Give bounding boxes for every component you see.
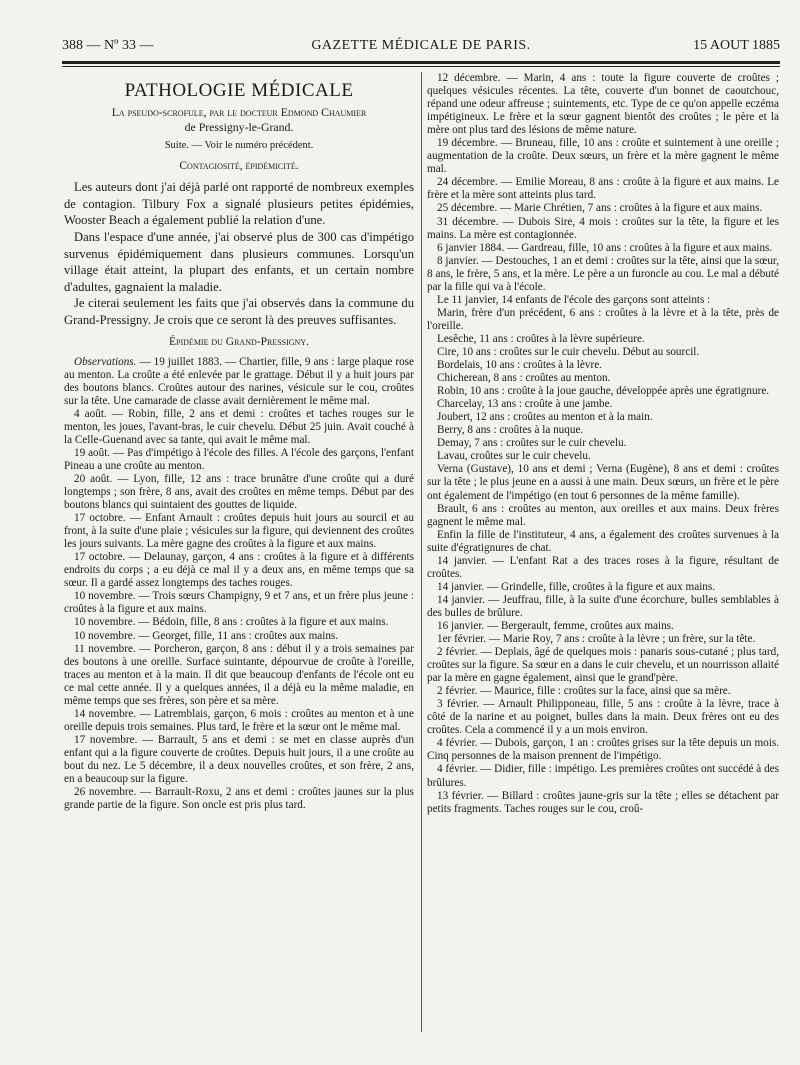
observation-entry: Robin, 10 ans : croûte à la joue gauche, développée après une égratignure.: [437, 385, 770, 398]
observations-label: Observations.: [74, 355, 137, 368]
observation-entry: 14 janvier. — Jeuffrau, fille, à la suite d'une écorchure, bulles semblables à des bulles de brûlure.: [427, 593, 779, 619]
observation-entry: 11 novembre. — Porcheron, garçon, 8 ans : début il y a trois semaines par des boutons à une oreille. Surface suintante, dépourvue de croûte à l'oreille, traces au menton et à la main. Il dit que beaucoup d'enfants de l'école ont eu ce mal cette année. Il y a quelques années, il a déjà eu la même maladie, en même temps que ses frères, son père et sa mère.: [64, 642, 414, 707]
observation-entry: 2 février. — Maurice, fille : croûtes sur la face, ainsi que sa mère.: [437, 685, 731, 698]
continuation-note: Suite. — Voir le numéro précédent.: [164, 140, 314, 152]
observation-entry: 14 janvier. — Grindelle, fille, croûtes à la figure et aux mains.: [437, 580, 716, 593]
observation-entry: 20 août. — Lyon, fille, 12 ans : trace brunâtre d'une croûte qui a duré longtemps ; son frère, 8 ans, avait des croûtes en même temps. Début par des boutons blancs qui suintaient des gouttes de liquide.: [64, 472, 414, 512]
paragraph: Je citerai seulement les faits que j'ai observés dans la commune du Grand-Pressigny. Je crois que ce seront là des preuves suffisantes.: [64, 296, 414, 327]
observation-entry: Le 11 janvier, 14 enfants de l'école des garçons sont atteints :: [437, 293, 711, 306]
paragraph: Dans l'espace d'une année, j'ai observé plus de 300 cas d'impétigo survenus épidémiquement dans plusieurs communes. Lorsqu'un village était atteint, la plupart des enfants, et un certain nombre d'adultes, gagnaient la maladie.: [64, 229, 414, 294]
observation-entry: 25 décembre. — Marie Chrétien, 7 ans : croûtes à la figure et aux mains.: [437, 202, 763, 215]
observation-entry: Verna (Gustave), 10 ans et demi ; Verna (Eugène), 8 ans et demi : croûtes sur la tête ; le plus jeune en a aussi à une main. Deux sœurs, un frère et le père ont également de l'impétigo (en tout 6 personnes de la même famille).: [427, 463, 779, 502]
observation-entry: 4 février. — Didier, fille : impétigo. Les premières croûtes ont succédé à des brûlures.: [427, 763, 779, 789]
observation-entry: 24 décembre. — Emilie Moreau, 8 ans : croûte à la figure et aux mains. Le frère et la mère sont atteints plus tard.: [427, 176, 779, 202]
observation-entry: Berry, 8 ans : croûtes à la nuque.: [437, 424, 584, 437]
article-byline: La pseudo-scrofule, par le docteur Edmond Chaumier: [111, 105, 367, 120]
subheading-contagiosite: Contagiosité, épidémicité.: [179, 160, 299, 173]
observation-entry: 2 février. — Deplais, âgé de quelques mois : panaris sous-cutané ; plus tard, croûtes sur la figure. Sa sœur en a dans le cuir chevelu, et un nourrisson allaité par la mère en gagne également, ainsi que le grand'père.: [427, 646, 779, 685]
observation-entry: Brault, 6 ans : croûtes au menton, aux oreilles et aux mains. Deux frères gagnent le même mal.: [427, 502, 779, 528]
header-rule-thin: [62, 66, 780, 67]
observation-entry: 10 novembre. — Bédoin, fille, 8 ans : croûtes à la figure et aux mains.: [74, 616, 389, 629]
issue-date: 15 AOUT 1885: [693, 38, 780, 53]
left-column: [64, 72, 414, 1032]
page-number: 388 — Nº 33 —: [62, 38, 154, 53]
observation-entry: Charcelay, 13 ans : croûte à une jambe.: [437, 398, 613, 411]
observation-entry: 3 février. — Arnault Philipponeau, fille, 5 ans : croûte à la lèvre, trace à côté de la narine et au poignet, bulles dans la main. Deux frères ont eu des croûtes. Cela a commencé il y a un mois environ.: [427, 698, 779, 737]
observation-entry: 10 novembre. — Trois sœurs Champigny, 9 et 7 ans, et un frère plus jeune : croûtes à la figure et aux mains.: [64, 590, 414, 616]
observation-entry: Bordelais, 10 ans : croûtes à la lèvre.: [437, 359, 602, 372]
observation-entry: 12 décembre. — Marin, 4 ans : toute la figure couverte de croûtes ; quelques vésicules récentes. La tête, couverte d'un bonnet de caoutchouc, répand une odeur affreuse ; suintements, etc. Type de ce qu'on appelle eczéma impétigineux. Le frère et la sœur gagnent bientôt des croûtes ; le père et la mère ont plus tard des lésions de même nature.: [427, 72, 779, 137]
right-column: [427, 72, 779, 1032]
observation-entry: 4 février. — Dubois, garçon, 1 an : croûtes grises sur la tête depuis un mois. Cinq personnes de la maison prennent de l'impétigo.: [427, 737, 779, 763]
observation-entry: 17 octobre. — Delaunay, garçon, 4 ans : croûtes à la figure et à différents endroits du corps ; a eu déjà ce mal il y a deux ans, en même temps que sa sœur. Il a gardé assez longtemps des taches rouges.: [64, 551, 414, 590]
paragraph: Les auteurs dont j'ai déjà parlé ont rapporté de nombreux exemples de contagion. Tilbury Fox a signalé plusieurs petites épidémies, Wooster Beach a également publié la relation d'une.: [64, 180, 414, 228]
observation-text: — 19 juillet 1883. — Chartier, fille, 9 ans : large plaque rose au menton. La croûte a été enlevée par le grattage. Début il y a huit jours par des boutons blancs. Croûtes autour des narines, vésicule sur le cou, croûtes sur la tête. Une camarade de classe avait dernièrement le même mal.: [64, 355, 414, 407]
observation-entry: 19 décembre. — Bruneau, fille, 10 ans : croûte et suintement à une oreille ; augmentation de la croûte. Deux sœurs, un frère et la mère gagnent le même mal.: [427, 137, 779, 176]
observation-entry: 16 janvier. — Bergerault, femme, croûtes aux mains.: [437, 619, 674, 632]
observation-entry: Joubert, 12 ans : croûtes au menton et à la main.: [437, 411, 653, 424]
observation-entry: 14 novembre. — Latremblais, garçon, 6 mois : croûtes au menton et à une oreille depuis trois semaines. Plus tard, le frère et la sœur ont le même mal.: [64, 707, 414, 733]
observation-entry: 31 décembre. — Dubois Sire, 4 mois : croûtes sur la tête, la figure et les mains. La mère est contagionnée.: [427, 215, 779, 241]
subheading-epidemie: Épidémie du Grand-Pressigny.: [169, 336, 309, 349]
observation-entry: Lesêche, 11 ans : croûtes à la lèvre supérieure.: [437, 332, 645, 345]
page-header: [62, 38, 780, 60]
observation-entry: [64, 356, 414, 408]
observation-entry: 14 janvier. — L'enfant Rat a des traces roses à la figure, résultant de croûtes.: [427, 554, 779, 580]
observation-entry: Demay, 7 ans : croûtes sur le cuir chevelu.: [437, 437, 627, 450]
observation-entry: 10 novembre. — Georget, fille, 11 ans : croûtes aux mains.: [74, 629, 339, 642]
article-byline-place: de Pressigny-le-Grand.: [184, 120, 294, 135]
observation-entry: Marin, frère d'un précédent, 6 ans : croûtes à la lèvre et à la tête, près de l'oreille.: [427, 306, 779, 332]
header-rule-thick: [62, 61, 780, 64]
section-title: PATHOLOGIE MÉDICALE: [124, 80, 354, 101]
observation-entry: 6 janvier 1884. — Gardreau, fille, 10 ans : croûtes à la figure et aux mains.: [437, 241, 773, 254]
observation-entry: Enfin la fille de l'instituteur, 4 ans, a également des croûtes survenues à la suite d'égratignures de chat.: [427, 528, 779, 554]
observation-entry: Lavau, croûtes sur le cuir chevelu.: [437, 450, 591, 463]
observation-entry: 26 novembre. — Barrault-Roxu, 2 ans et demi : croûtes jaunes sur la plus grande partie de la figure. Son oncle est pris plus tard.: [64, 786, 414, 812]
observation-entry: 19 août. — Pas d'impétigo à l'école des filles. A l'école des garçons, l'enfant Pineau a une croûte au menton.: [64, 446, 414, 472]
observation-entry: 13 février. — Billard : croûtes jaune-gris sur la tête ; elles se détachent par petits fragments. Taches rouges sur le cou, croû-: [427, 789, 779, 815]
observation-entry: 17 novembre. — Barrault, 5 ans et demi : se met en classe auprès d'un enfant qui a la figure couverte de croûtes. Depuis huit jours, il a une croûte au bout du nez. Le 5 décembre, il a deux nouvelles croûtes, et son frère, 2 ans, en a beaucoup sur la figure.: [64, 733, 414, 786]
observation-entry: Chicherean, 8 ans : croûtes au menton.: [437, 372, 611, 385]
observation-entry: 17 octobre. — Enfant Arnault : croûtes depuis huit jours au sourcil et au front, à la suite d'une plaie ; vésicules sur la figure, qui deviennent des croûtes les jours suivants. La mère gagne des croûtes à la figure et aux mains.: [64, 512, 414, 551]
observation-entry: 8 janvier. — Destouches, 1 an et demi : croûtes sur la tête, ainsi que la sœur, 8 ans, le frère, 5 ans, et la mère. Le père a un furoncle au cou. Le mal a débuté par la fille qui va à l'école.: [427, 254, 779, 293]
observation-entry: 4 août. — Robin, fille, 2 ans et demi : croûtes et taches rouges sur le menton, les joues, l'avant-bras, le cuir chevelu. Début 25 juin. Avait couché à la Celle-Guenand avec sa tante, qui avait le même mal.: [64, 407, 414, 446]
column-divider: [421, 72, 422, 1032]
journal-title: GAZETTE MÉDICALE DE PARIS.: [311, 38, 531, 53]
observation-entry: 1er février. — Marie Roy, 7 ans : croûte à la lèvre ; un frère, sur la tête.: [437, 633, 756, 646]
observation-entry: Cire, 10 ans : croûtes sur le cuir chevelu. Début au sourcil.: [437, 345, 700, 358]
